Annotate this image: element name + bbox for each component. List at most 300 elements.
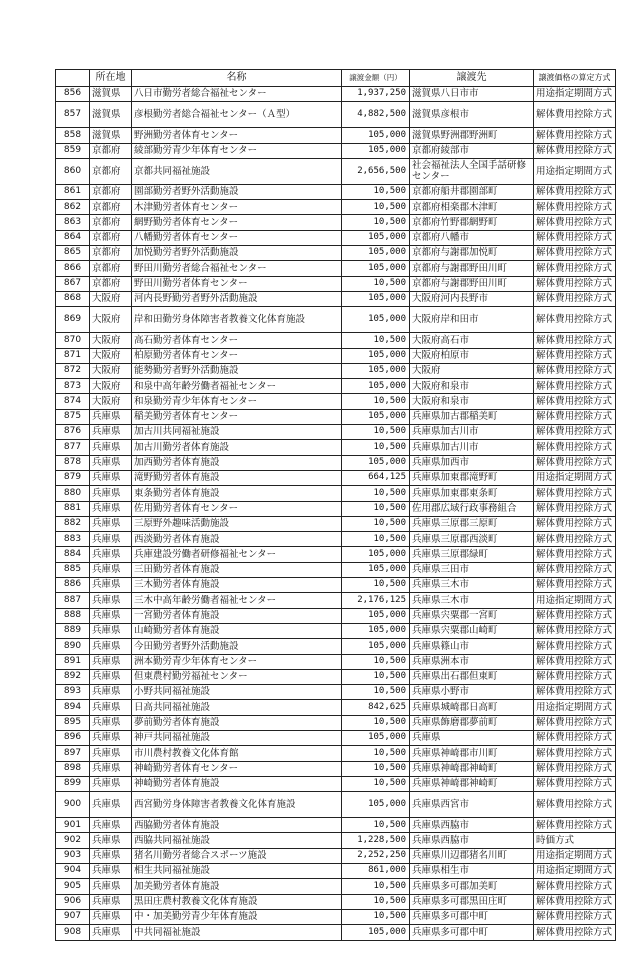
document-page xyxy=(55,69,616,941)
row-number: 885 xyxy=(56,562,90,577)
table-row xyxy=(56,532,616,547)
row-amount: 10,500 xyxy=(342,486,410,501)
table-row xyxy=(56,818,616,833)
row-prefecture: 兵庫県 xyxy=(90,685,132,700)
row-number: 875 xyxy=(56,409,90,424)
row-transferee: 滋賀県彦根市 xyxy=(410,102,534,128)
row-facility-name: 黒田庄農村教養文化体育施設 xyxy=(132,894,342,909)
row-facility-name: 八日市勤労者総合福祉センター xyxy=(132,87,342,102)
row-facility-name: 和泉中高年齢労働者福祉センター xyxy=(132,379,342,394)
row-prefecture: 兵庫県 xyxy=(90,562,132,577)
row-amount: 105,000 xyxy=(342,246,410,261)
row-number: 870 xyxy=(56,333,90,348)
row-facility-name: 一宮勤労者体育施設 xyxy=(132,608,342,623)
row-number: 869 xyxy=(56,307,90,333)
table-row xyxy=(56,792,616,818)
row-method: 解体費用控除方式 xyxy=(534,394,616,409)
row-facility-name: 三原野外趣味活動施設 xyxy=(132,516,342,531)
row-transferee: 兵庫県三木市 xyxy=(410,593,534,608)
row-method: 解体費用控除方式 xyxy=(534,578,616,593)
row-amount: 105,000 xyxy=(342,261,410,276)
row-number: 902 xyxy=(56,833,90,848)
row-amount: 2,176,125 xyxy=(342,593,410,608)
row-number: 888 xyxy=(56,608,90,623)
row-number: 872 xyxy=(56,363,90,378)
row-method: 解体費用控除方式 xyxy=(534,685,616,700)
row-facility-name: 小野共同福祉施設 xyxy=(132,685,342,700)
table-row xyxy=(56,848,616,863)
row-method: 解体費用控除方式 xyxy=(534,363,616,378)
row-number: 876 xyxy=(56,425,90,440)
row-facility-name: 相生共同福祉施設 xyxy=(132,864,342,879)
row-number: 878 xyxy=(56,455,90,470)
row-transferee: 兵庫県三田市 xyxy=(410,562,534,577)
row-method: 解体費用控除方式 xyxy=(534,291,616,306)
row-number: 858 xyxy=(56,128,90,143)
row-prefecture: 滋賀県 xyxy=(90,102,132,128)
row-transferee: 京都府相楽郡木津町 xyxy=(410,200,534,215)
row-transferee: 兵庫県 xyxy=(410,730,534,745)
table-row xyxy=(56,501,616,516)
table-row xyxy=(56,909,616,924)
row-prefecture: 京都府 xyxy=(90,276,132,291)
row-amount: 10,500 xyxy=(342,909,410,924)
row-number: 898 xyxy=(56,761,90,776)
row-prefecture: 兵庫県 xyxy=(90,746,132,761)
table-row xyxy=(56,516,616,531)
table-row xyxy=(56,578,616,593)
table-row xyxy=(56,925,616,940)
row-facility-name: 稲美勤労者体育センター xyxy=(132,409,342,424)
row-facility-name: 神戸共同福祉施設 xyxy=(132,730,342,745)
table-row xyxy=(56,246,616,261)
row-transferee: 佐用郡広域行政事務組合 xyxy=(410,501,534,516)
row-prefecture: 兵庫県 xyxy=(90,909,132,924)
table-row xyxy=(56,639,616,654)
row-amount: 105,000 xyxy=(342,925,410,940)
row-prefecture: 兵庫県 xyxy=(90,532,132,547)
row-number: 864 xyxy=(56,230,90,245)
table-row xyxy=(56,230,616,245)
row-method: 解体費用控除方式 xyxy=(534,562,616,577)
table-row xyxy=(56,623,616,638)
row-amount: 861,000 xyxy=(342,864,410,879)
row-amount: 10,500 xyxy=(342,776,410,791)
row-number: 866 xyxy=(56,261,90,276)
table-row xyxy=(56,700,616,715)
row-method: 解体費用控除方式 xyxy=(534,639,616,654)
row-facility-name: 中・加美勤労青少年体育施設 xyxy=(132,909,342,924)
row-amount: 10,500 xyxy=(342,184,410,199)
row-method: 解体費用控除方式 xyxy=(534,200,616,215)
row-transferee: 兵庫県川辺郡猪名川町 xyxy=(410,848,534,863)
row-method: 解体費用控除方式 xyxy=(534,246,616,261)
row-facility-name: 神崎勤労者体育施設 xyxy=(132,776,342,791)
row-amount: 10,500 xyxy=(342,818,410,833)
row-number: 880 xyxy=(56,486,90,501)
row-transferee: 大阪府 xyxy=(410,363,534,378)
row-amount: 10,500 xyxy=(342,501,410,516)
row-transferee: 兵庫県加東郡滝野町 xyxy=(410,470,534,485)
row-method: 用途指定期間方式 xyxy=(534,158,616,184)
table-row xyxy=(56,669,616,684)
row-method: 解体費用控除方式 xyxy=(534,909,616,924)
row-transferee: 兵庫県飾磨郡夢前町 xyxy=(410,715,534,730)
row-facility-name: 京都共同福祉施設 xyxy=(132,158,342,184)
row-method: 用途指定期間方式 xyxy=(534,848,616,863)
row-transferee: 京都府与謝郡加悦町 xyxy=(410,246,534,261)
row-method: 解体費用控除方式 xyxy=(534,623,616,638)
row-number: 860 xyxy=(56,158,90,184)
row-facility-name: 三木中高年齢労働者福祉センター xyxy=(132,593,342,608)
row-method: 解体費用控除方式 xyxy=(534,409,616,424)
row-transferee: 兵庫県相生市 xyxy=(410,864,534,879)
row-facility-name: 神崎勤労者体育センター xyxy=(132,761,342,776)
row-prefecture: 京都府 xyxy=(90,215,132,230)
row-transferee: 京都府八幡市 xyxy=(410,230,534,245)
row-facility-name: 西淡勤労者体育施設 xyxy=(132,532,342,547)
row-transferee: 大阪府和泉市 xyxy=(410,394,534,409)
table-row xyxy=(56,470,616,485)
row-prefecture: 兵庫県 xyxy=(90,654,132,669)
row-prefecture: 兵庫県 xyxy=(90,792,132,818)
row-amount: 10,500 xyxy=(342,532,410,547)
row-method: 時価方式 xyxy=(534,833,616,848)
row-transferee: 兵庫県三原郡西淡町 xyxy=(410,532,534,547)
row-number: 887 xyxy=(56,593,90,608)
row-prefecture: 兵庫県 xyxy=(90,425,132,440)
row-prefecture: 兵庫県 xyxy=(90,623,132,638)
row-facility-name: 洲本勤労青少年体育センター xyxy=(132,654,342,669)
row-number: 874 xyxy=(56,394,90,409)
row-prefecture: 兵庫県 xyxy=(90,486,132,501)
row-facility-name: 東条勤労者体育施設 xyxy=(132,486,342,501)
row-amount: 10,500 xyxy=(342,215,410,230)
row-number: 891 xyxy=(56,654,90,669)
row-number: 904 xyxy=(56,864,90,879)
row-prefecture: 滋賀県 xyxy=(90,128,132,143)
row-transferee: 社会福祉法人全国手話研修センター xyxy=(410,158,534,184)
row-amount: 105,000 xyxy=(342,363,410,378)
row-amount: 105,000 xyxy=(342,409,410,424)
row-transferee: 京都府綾部市 xyxy=(410,143,534,158)
row-facility-name: 園部勤労者野外活動施設 xyxy=(132,184,342,199)
row-number: 857 xyxy=(56,102,90,128)
row-number: 879 xyxy=(56,470,90,485)
table-row xyxy=(56,730,616,745)
row-facility-name: 綾部勤労青少年体育センター xyxy=(132,143,342,158)
table-row xyxy=(56,215,616,230)
row-number: 899 xyxy=(56,776,90,791)
table-row xyxy=(56,87,616,102)
row-method: 解体費用控除方式 xyxy=(534,379,616,394)
row-prefecture: 兵庫県 xyxy=(90,700,132,715)
row-method: 解体費用控除方式 xyxy=(534,230,616,245)
row-prefecture: 兵庫県 xyxy=(90,715,132,730)
row-facility-name: 西宮勤労身体障害者教養文化体育施設 xyxy=(132,792,342,818)
row-transferee: 兵庫県西脇市 xyxy=(410,818,534,833)
table-row xyxy=(56,654,616,669)
row-prefecture: 兵庫県 xyxy=(90,578,132,593)
row-amount: 10,500 xyxy=(342,894,410,909)
row-number: 897 xyxy=(56,746,90,761)
row-transferee: 兵庫県加古川市 xyxy=(410,425,534,440)
row-method: 解体費用控除方式 xyxy=(534,547,616,562)
table-row xyxy=(56,200,616,215)
table-row xyxy=(56,184,616,199)
row-amount: 105,000 xyxy=(342,608,410,623)
row-method: 解体費用控除方式 xyxy=(534,307,616,333)
row-facility-name: 中共同福祉施設 xyxy=(132,925,342,940)
table-row xyxy=(56,363,616,378)
table-row xyxy=(56,486,616,501)
table-row xyxy=(56,547,616,562)
row-number: 856 xyxy=(56,87,90,102)
row-number: 895 xyxy=(56,715,90,730)
table-row xyxy=(56,440,616,455)
row-facility-name: 加美勤労者体育施設 xyxy=(132,879,342,894)
table-row xyxy=(56,291,616,306)
row-facility-name: 能勢勤労者野外活動施設 xyxy=(132,363,342,378)
row-transferee: 兵庫県加西市 xyxy=(410,455,534,470)
row-transferee: 兵庫県宍粟郡一宮町 xyxy=(410,608,534,623)
row-prefecture: 大阪府 xyxy=(90,363,132,378)
row-method: 解体費用控除方式 xyxy=(534,608,616,623)
row-transferee: 京都府船井郡園部町 xyxy=(410,184,534,199)
table-row xyxy=(56,128,616,143)
row-amount: 10,500 xyxy=(342,761,410,776)
row-amount: 10,500 xyxy=(342,425,410,440)
row-prefecture: 兵庫県 xyxy=(90,669,132,684)
row-transferee: 兵庫県多可郡中町 xyxy=(410,925,534,940)
row-method: 解体費用控除方式 xyxy=(534,516,616,531)
header-no xyxy=(56,70,90,87)
row-amount: 10,500 xyxy=(342,715,410,730)
row-prefecture: 兵庫県 xyxy=(90,776,132,791)
row-number: 867 xyxy=(56,276,90,291)
row-prefecture: 兵庫県 xyxy=(90,864,132,879)
row-facility-name: 山崎勤労者体育施設 xyxy=(132,623,342,638)
row-facility-name: 野田川勤労者総合福祉センター xyxy=(132,261,342,276)
row-number: 903 xyxy=(56,848,90,863)
row-transferee: 兵庫県小野市 xyxy=(410,685,534,700)
row-facility-name: 岸和田勤労身体障害者教養文化体育施設 xyxy=(132,307,342,333)
row-facility-name: 高石勤労者体育センター xyxy=(132,333,342,348)
row-method: 解体費用控除方式 xyxy=(534,276,616,291)
row-prefecture: 大阪府 xyxy=(90,394,132,409)
row-facility-name: 夢前勤労者体育施設 xyxy=(132,715,342,730)
row-method: 解体費用控除方式 xyxy=(534,746,616,761)
row-facility-name: 河内長野勤労者野外活動施設 xyxy=(132,291,342,306)
table-row xyxy=(56,379,616,394)
row-prefecture: 兵庫県 xyxy=(90,818,132,833)
row-number: 886 xyxy=(56,578,90,593)
row-facility-name: 猪名川勤労者総合スポーツ施設 xyxy=(132,848,342,863)
row-facility-name: 佐用勤労者体育センター xyxy=(132,501,342,516)
row-facility-name: 日高共同福祉施設 xyxy=(132,700,342,715)
row-method: 解体費用控除方式 xyxy=(534,715,616,730)
row-transferee: 兵庫県西脇市 xyxy=(410,833,534,848)
row-prefecture: 京都府 xyxy=(90,230,132,245)
table-row xyxy=(56,455,616,470)
row-facility-name: 木津勤労者体育センター xyxy=(132,200,342,215)
row-amount: 10,500 xyxy=(342,333,410,348)
header-name: 名称 xyxy=(132,70,342,87)
row-prefecture: 京都府 xyxy=(90,261,132,276)
table-row xyxy=(56,715,616,730)
row-method: 解体費用控除方式 xyxy=(534,102,616,128)
row-transferee: 大阪府柏原市 xyxy=(410,348,534,363)
table-row xyxy=(56,894,616,909)
row-method: 解体費用控除方式 xyxy=(534,440,616,455)
row-amount: 105,000 xyxy=(342,291,410,306)
row-method: 解体費用控除方式 xyxy=(534,894,616,909)
row-facility-name: 野田川勤労者体育センター xyxy=(132,276,342,291)
row-amount: 105,000 xyxy=(342,143,410,158)
row-amount: 105,000 xyxy=(342,230,410,245)
row-transferee: 滋賀県野洲郡野洲町 xyxy=(410,128,534,143)
row-prefecture: 兵庫県 xyxy=(90,547,132,562)
row-facility-name: 八幡勤労者体育センター xyxy=(132,230,342,245)
row-transferee: 兵庫県神崎郡神崎町 xyxy=(410,761,534,776)
row-number: 900 xyxy=(56,792,90,818)
row-transferee: 兵庫県多可郡中町 xyxy=(410,909,534,924)
row-method: 解体費用控除方式 xyxy=(534,261,616,276)
row-amount: 4,882,500 xyxy=(342,102,410,128)
row-transferee: 兵庫県洲本市 xyxy=(410,654,534,669)
row-facility-name: 市川農村教養文化体育館 xyxy=(132,746,342,761)
table-row xyxy=(56,409,616,424)
row-prefecture: 大阪府 xyxy=(90,307,132,333)
table-row xyxy=(56,276,616,291)
row-amount: 10,500 xyxy=(342,200,410,215)
row-method: 解体費用控除方式 xyxy=(534,532,616,547)
row-prefecture: 兵庫県 xyxy=(90,593,132,608)
header-method: 譲渡価格の算定方式 xyxy=(534,70,616,87)
row-number: 871 xyxy=(56,348,90,363)
header-prefecture: 所在地 xyxy=(90,70,132,87)
row-transferee: 兵庫県加古郡稲美町 xyxy=(410,409,534,424)
row-amount: 10,500 xyxy=(342,578,410,593)
row-number: 863 xyxy=(56,215,90,230)
table-row xyxy=(56,776,616,791)
table-row xyxy=(56,833,616,848)
row-prefecture: 兵庫県 xyxy=(90,761,132,776)
row-number: 889 xyxy=(56,623,90,638)
row-amount: 105,000 xyxy=(342,639,410,654)
row-prefecture: 兵庫県 xyxy=(90,470,132,485)
row-prefecture: 兵庫県 xyxy=(90,455,132,470)
row-amount: 10,500 xyxy=(342,685,410,700)
row-prefecture: 大阪府 xyxy=(90,333,132,348)
row-method: 用途指定期間方式 xyxy=(534,87,616,102)
table-row xyxy=(56,102,616,128)
row-amount: 10,500 xyxy=(342,394,410,409)
transfer-table xyxy=(55,69,616,941)
row-amount: 10,500 xyxy=(342,654,410,669)
row-prefecture: 大阪府 xyxy=(90,291,132,306)
row-transferee: 兵庫県篠山市 xyxy=(410,639,534,654)
row-amount: 105,000 xyxy=(342,348,410,363)
row-facility-name: 網野勤労者体育センター xyxy=(132,215,342,230)
row-transferee: 兵庫県西宮市 xyxy=(410,792,534,818)
row-amount: 842,625 xyxy=(342,700,410,715)
row-method: 解体費用控除方式 xyxy=(534,730,616,745)
table-row xyxy=(56,562,616,577)
row-prefecture: 京都府 xyxy=(90,246,132,261)
header-transferee: 譲渡先 xyxy=(410,70,534,87)
row-number: 862 xyxy=(56,200,90,215)
row-amount: 105,000 xyxy=(342,128,410,143)
row-prefecture: 兵庫県 xyxy=(90,730,132,745)
row-method: 解体費用控除方式 xyxy=(534,818,616,833)
row-number: 890 xyxy=(56,639,90,654)
row-prefecture: 大阪府 xyxy=(90,379,132,394)
row-prefecture: 兵庫県 xyxy=(90,639,132,654)
table-row xyxy=(56,879,616,894)
row-method: 解体費用控除方式 xyxy=(534,792,616,818)
row-amount: 10,500 xyxy=(342,516,410,531)
row-number: 882 xyxy=(56,516,90,531)
row-number: 906 xyxy=(56,894,90,909)
table-row xyxy=(56,425,616,440)
row-transferee: 兵庫県加古川市 xyxy=(410,440,534,455)
row-transferee: 滋賀県八日市市 xyxy=(410,87,534,102)
row-transferee: 大阪府岸和田市 xyxy=(410,307,534,333)
row-amount: 2,656,500 xyxy=(342,158,410,184)
row-number: 861 xyxy=(56,184,90,199)
row-number: 868 xyxy=(56,291,90,306)
row-method: 解体費用控除方式 xyxy=(534,486,616,501)
row-prefecture: 京都府 xyxy=(90,158,132,184)
table-row xyxy=(56,394,616,409)
row-method: 解体費用控除方式 xyxy=(534,184,616,199)
row-amount: 10,500 xyxy=(342,669,410,684)
row-method: 用途指定期間方式 xyxy=(534,700,616,715)
row-number: 893 xyxy=(56,685,90,700)
row-prefecture: 兵庫県 xyxy=(90,608,132,623)
row-method: 解体費用控除方式 xyxy=(534,333,616,348)
row-facility-name: 加西勤労者体育施設 xyxy=(132,455,342,470)
row-facility-name: 西脇勤労者体育施設 xyxy=(132,818,342,833)
row-transferee: 兵庫県出石郡但東町 xyxy=(410,669,534,684)
row-transferee: 大阪府河内長野市 xyxy=(410,291,534,306)
row-facility-name: 三木勤労者体育施設 xyxy=(132,578,342,593)
table-row xyxy=(56,348,616,363)
row-facility-name: 今田勤労者野外活動施設 xyxy=(132,639,342,654)
row-facility-name: 彦根勤労者総合福祉センター（Ａ型） xyxy=(132,102,342,128)
row-transferee: 兵庫県三原郡三原町 xyxy=(410,516,534,531)
row-transferee: 京都府与謝郡野田川町 xyxy=(410,276,534,291)
row-prefecture: 兵庫県 xyxy=(90,894,132,909)
table-row xyxy=(56,143,616,158)
row-facility-name: 柏原勤労者体育センター xyxy=(132,348,342,363)
row-facility-name: 加古川共同福祉施設 xyxy=(132,425,342,440)
table-row xyxy=(56,608,616,623)
row-method: 解体費用控除方式 xyxy=(534,455,616,470)
row-number: 859 xyxy=(56,143,90,158)
row-number: 881 xyxy=(56,501,90,516)
row-method: 解体費用控除方式 xyxy=(534,501,616,516)
row-number: 873 xyxy=(56,379,90,394)
row-transferee: 大阪府和泉市 xyxy=(410,379,534,394)
table-row xyxy=(56,307,616,333)
row-transferee: 兵庫県加東郡東条町 xyxy=(410,486,534,501)
row-number: 908 xyxy=(56,925,90,940)
row-amount: 1,228,500 xyxy=(342,833,410,848)
row-number: 883 xyxy=(56,532,90,547)
row-number: 896 xyxy=(56,730,90,745)
